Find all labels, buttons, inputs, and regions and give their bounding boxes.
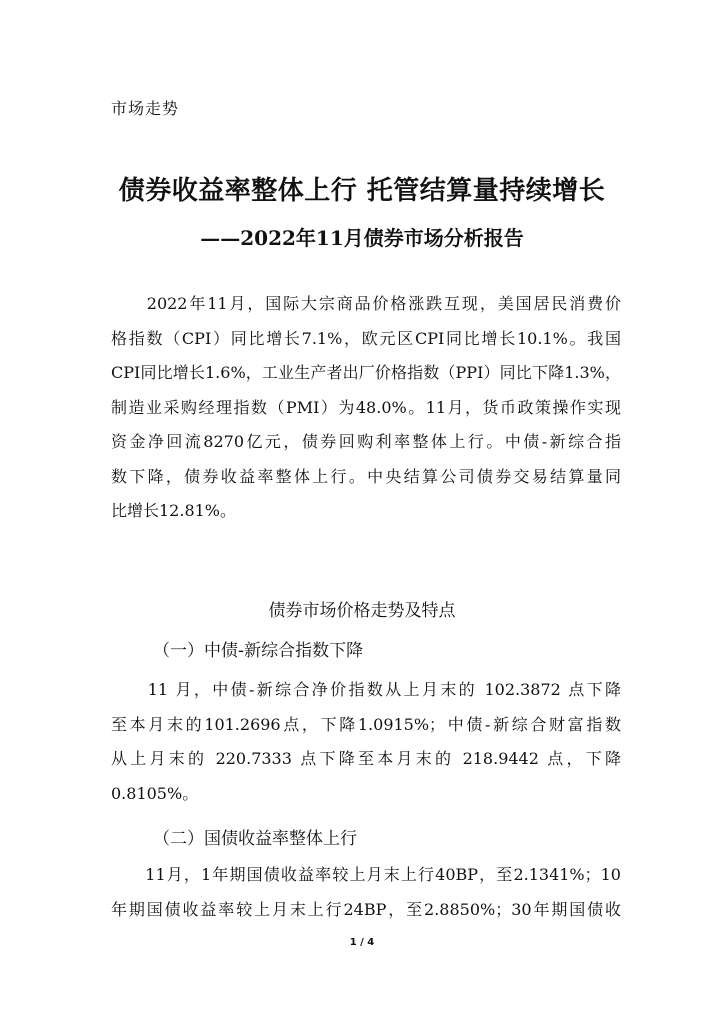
summary-line: 数下降，债券收益率整体上行。中央结算公司债券交易结算量同 (111, 466, 621, 486)
index-line: 从上月末的 220.7333 点下降至本月末的 218.9442 点，下降 (111, 749, 621, 768)
yield-line: 年期国债收益率较上月末上行24BP，至2.8850%；30年期国债收 (111, 899, 621, 919)
summary-paragraph (111, 287, 621, 529)
report-subtitle: ——2022年11月债券市场分析报告 (200, 226, 524, 250)
subsection-heading-yield: （二）国债收益率整体上行 (153, 829, 357, 849)
section-heading: 债券市场价格走势及特点 (268, 601, 456, 621)
subsection-heading-index: （一）中债-新综合指数下降 (153, 641, 364, 661)
index-line: 至本月末的101.2696点，下降1.0915%；中债-新综合财富指数 (111, 714, 621, 734)
summary-line: 2022年11月，国际大宗商品价格涨跌互现，美国居民消费价 (111, 294, 621, 313)
index-line: 0.8105%。 (111, 783, 199, 803)
index-line: 11 月，中债-新综合净价指数从上月末的 102.3872 点下降 (111, 680, 621, 699)
yield-paragraph (111, 858, 621, 927)
index-paragraph (111, 673, 621, 811)
report-title: 债券收益率整体上行 托管结算量持续增长 (118, 176, 606, 206)
summary-line: 资金净回流8270亿元，债券回购利率整体上行。中债-新综合指 (111, 432, 621, 451)
summary-line: 格指数（CPI）同比增长7.1%，欧元区CPI同比增长10.1%。我国 (111, 328, 621, 348)
page-number: 1 / 4 (349, 937, 375, 948)
yield-line: 11月，1年期国债收益率较上月末上行40BP，至2.1341%；10 (111, 865, 621, 884)
summary-line: 制造业采购经理指数（PMI）为48.0%。11月，货币政策操作实现 (111, 397, 621, 417)
summary-line: 比增长12.81%。 (111, 501, 237, 520)
summary-line: CPI同比增长1.6%，工业生产者出厂价格指数（PPI）同比下降1.3%， (111, 363, 621, 382)
section-tag: 市场走势 (111, 99, 180, 118)
